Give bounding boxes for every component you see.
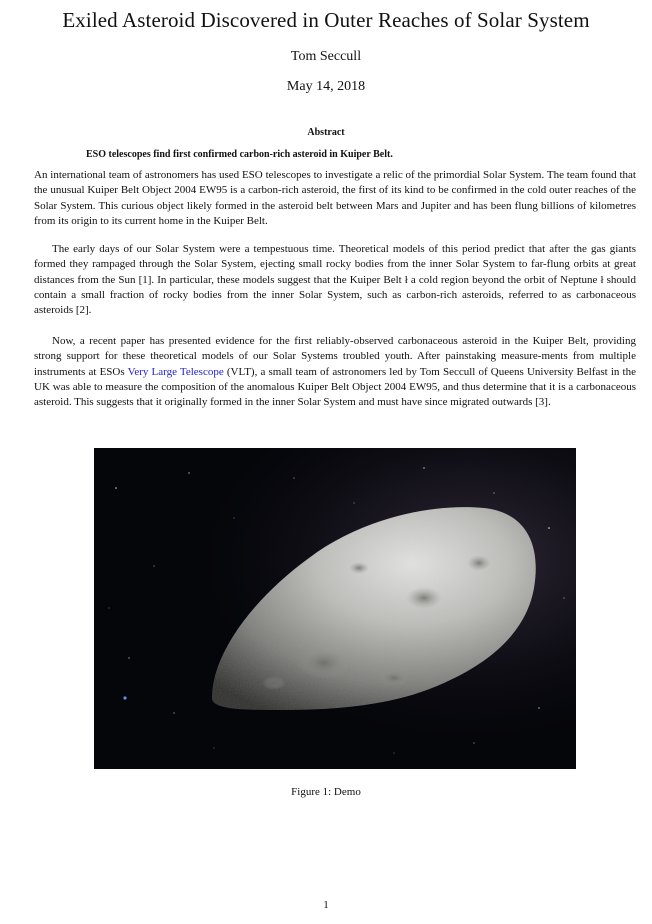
page-number: 1	[323, 899, 329, 911]
paragraph-3-text-after: (VLT), a small team of astronomers led by Tom Seccull of Queens University Belfast in the UK was able to measure the composition of the anomalous Kuiper Belt Object 2004 EW95, and thus determine that it is a carbonaceous asteroid. This suggests that it originally formed in the inner Solar System and must have since migrated outwards [3].	[34, 365, 636, 409]
abstract-body: ESO telescopes find first confirmed carbon-rich asteroid in Kuiper Belt.	[86, 149, 393, 160]
paragraph-3-text-before: Now, a recent paper has presented evidence for the first reliably-observed carbonaceous asteroid in the Kuiper Belt, providing strong support for these theoretical models of our Solar Systems troubled youth. After painstaking measure-ments from multiple instruments at ESOs	[34, 335, 636, 378]
body-paragraph-1: An international team of astronomers has used ESO telescopes to investigate a relic of the primordial Solar System. The team found that the unusual Kuiper Belt Object 2004 EW95 is a carbon-rich asteroid, the first of its kind to be confirmed in the cold outer reaches of the Solar System. This curious object likely formed in the asteroid belt between Mars and Jupiter and has been flung billions of kilometres from its origin to its current home in the Kuiper Belt.	[34, 169, 636, 227]
publication-date: May 14, 2018	[286, 79, 366, 94]
paper-title: Exiled Asteroid Discovered in Outer Reaches of Solar System	[62, 8, 590, 32]
asteroid-figure	[94, 448, 576, 769]
abstract-heading: Abstract	[307, 127, 345, 138]
asteroid-illustration	[94, 448, 576, 769]
body-paragraph-3	[34, 334, 636, 410]
body-paragraph-2: The early days of our Solar System were a tempestuous time. Theoretical models of this period predict that after the gas giants formed they rampaged through the Solar System, ejecting small rocky bodies from the inner Solar System to far-flung orbits at great distances from the Sun [1]. In particular, these models suggest that the Kuiper Belt ł a cold region beyond the orbit of Neptune ł should contain a small fraction of rocky bodies from the inner Solar System, such as carbon-rich asteroids, referred to as carbonaceous asteroids [2].	[34, 243, 636, 317]
very-large-telescope-link[interactable]: Very Large Telescope	[127, 365, 224, 378]
figure-caption: Figure 1: Demo	[291, 786, 361, 798]
author-name: Tom Seccull	[290, 49, 362, 64]
